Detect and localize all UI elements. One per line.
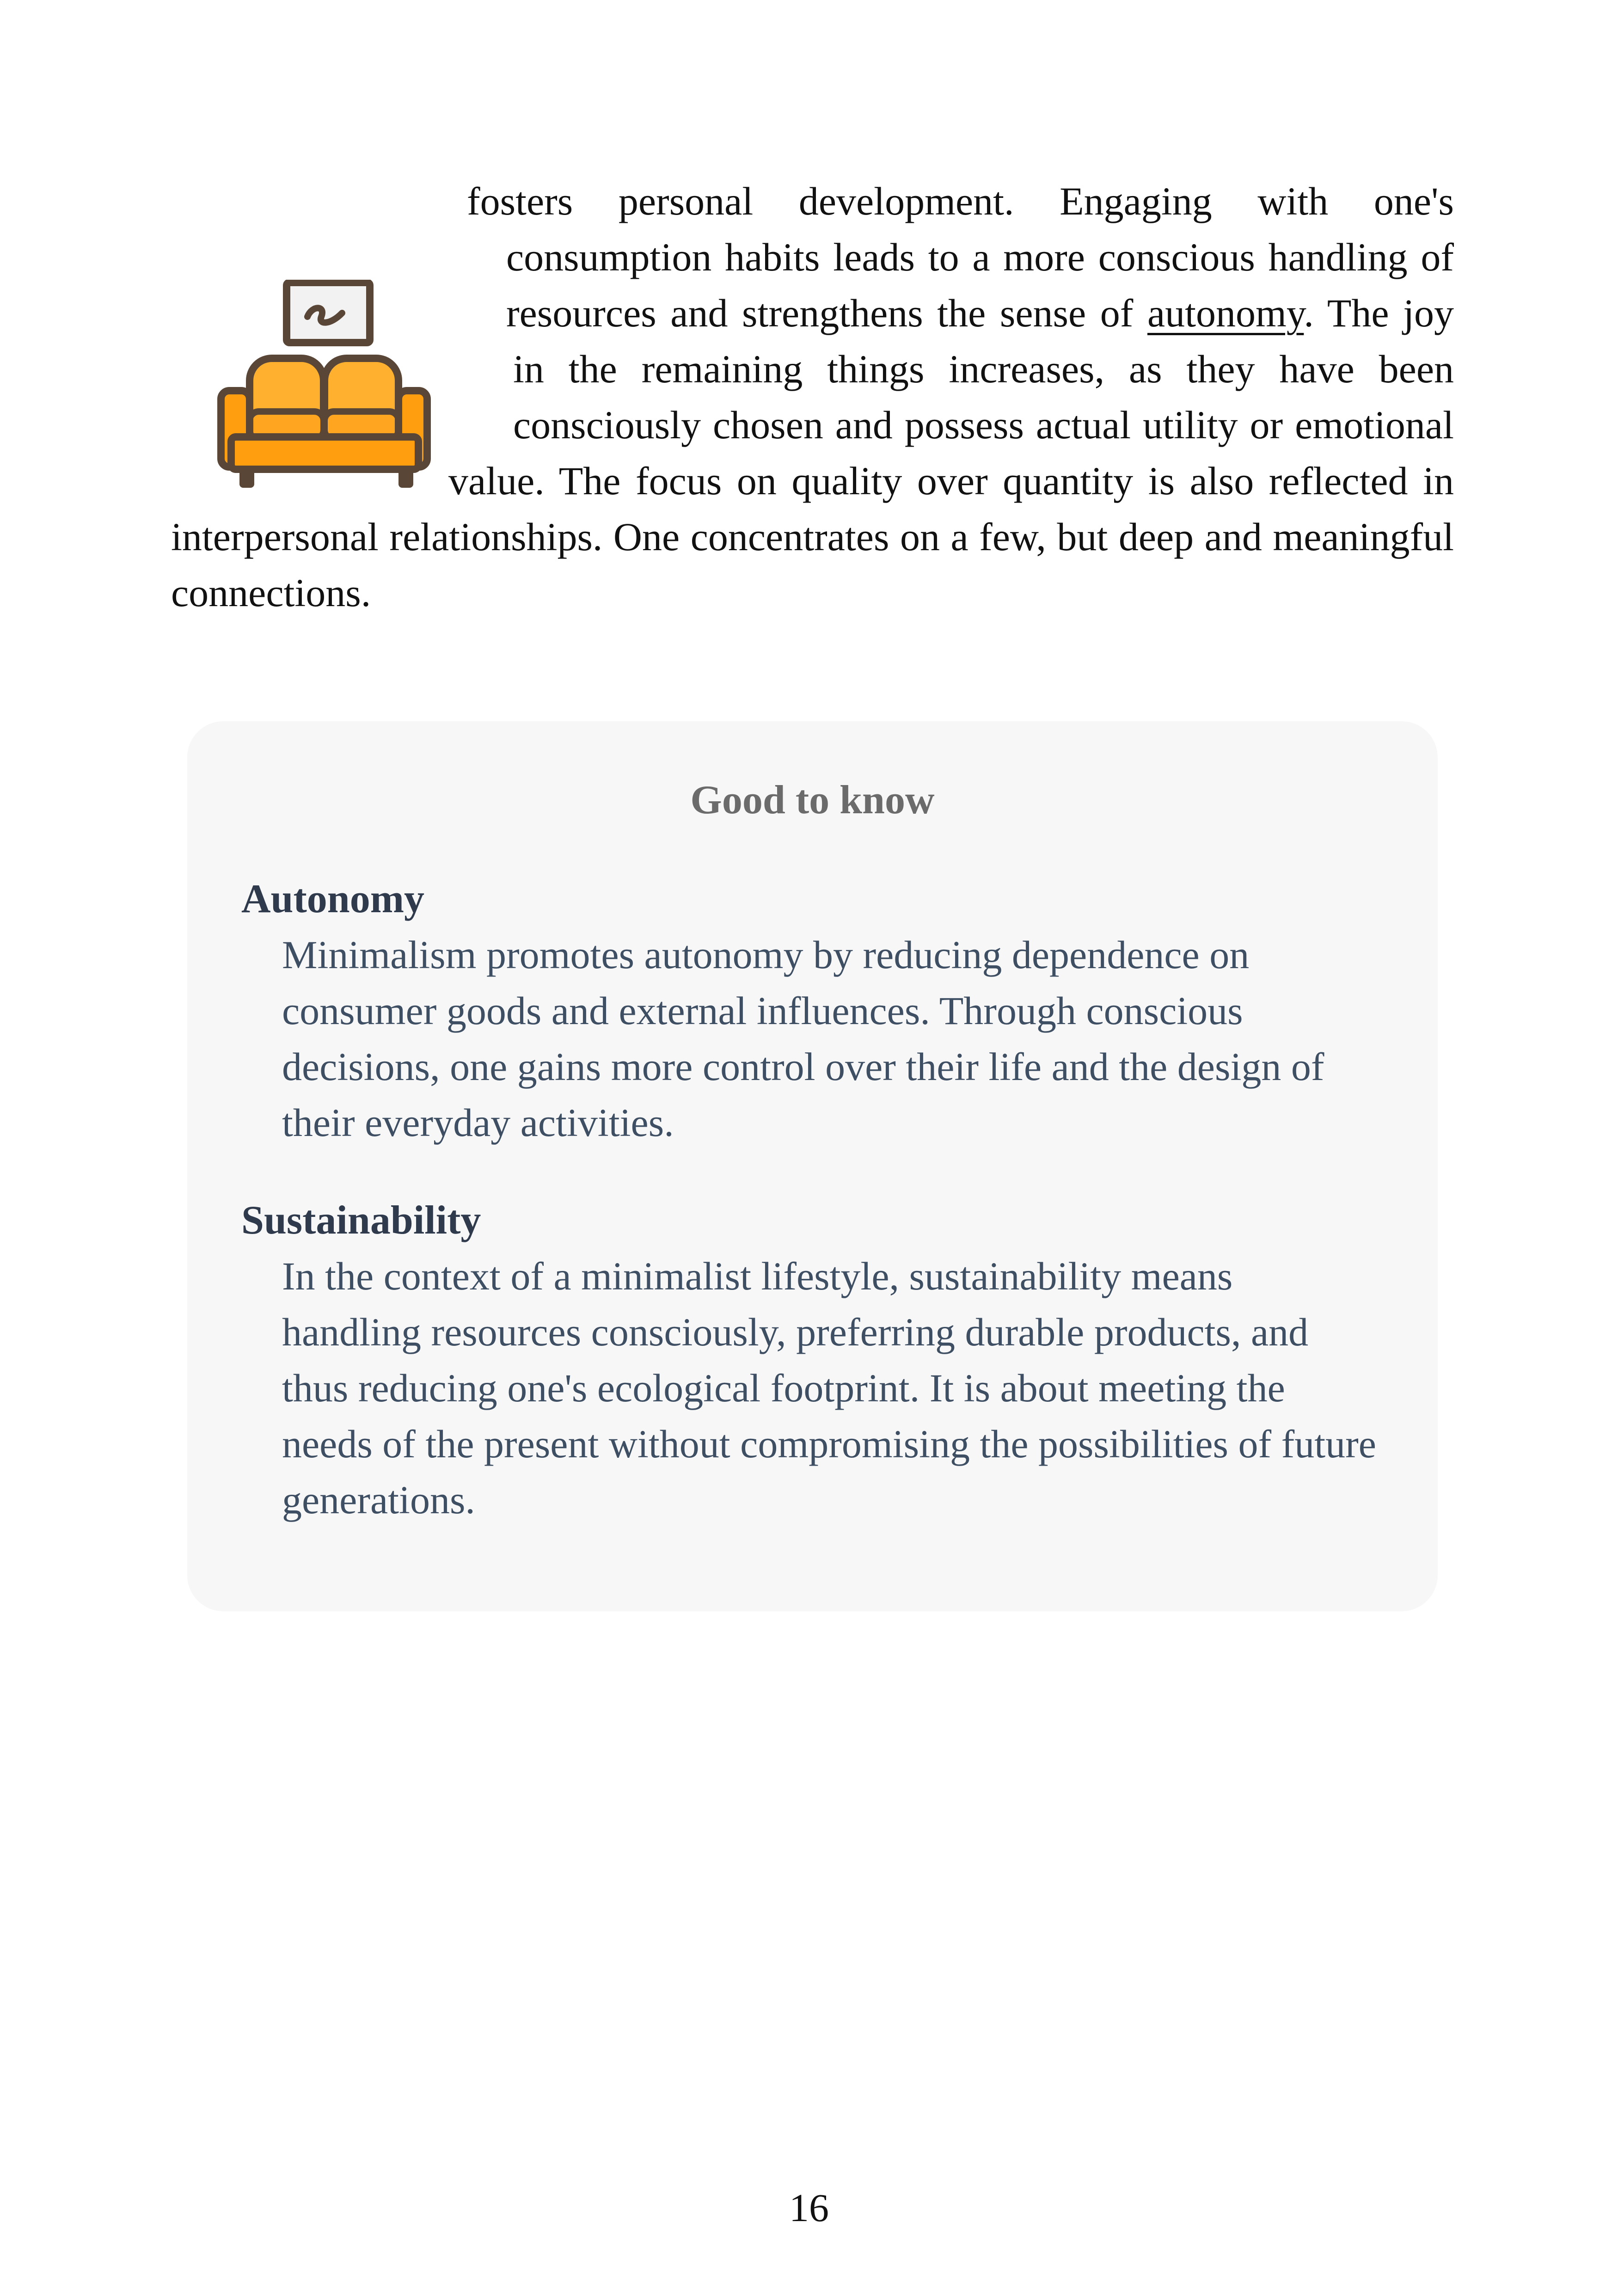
glossary-entry-sustainability bbox=[241, 1193, 1379, 1528]
info-box-heading: Good to know bbox=[690, 778, 935, 823]
body-text-end: . The joy in the remaining things increases, as they have been consciously chosen and possess actual utility or emotional value. The focus on quality over quantity is also reflected in interpersonal relationships. One concentrates on a few, but deep and meaningful connections. bbox=[171, 291, 1454, 615]
glossary-entry-autonomy bbox=[241, 872, 1379, 1151]
autonomy-link[interactable]: autonomy bbox=[1147, 291, 1304, 335]
glossary-definition: In the context of a minimalist lifestyle, sustainability means handling resources consciously, preferring durable products, and thus reducing one's ecological footprint. It is about meeting the needs of the present without compromising the possibilities of future generations. bbox=[282, 1254, 1376, 1522]
glossary-term: Autonomy bbox=[241, 877, 425, 921]
good-to-know-box bbox=[187, 721, 1438, 1611]
glossary-term: Sustainability bbox=[241, 1198, 481, 1243]
body-text-start: fosters personal development. Engaging with one's consumption habits leads to a more conscious handling of resources and strengthens the sense of bbox=[467, 179, 1454, 335]
page-number: 16 bbox=[789, 2185, 829, 2230]
glossary-definition: Minimalism promotes autonomy by reducing dependence on consumer goods and external influences. Through conscious decisions, one gains more control over their life and the design of their everyday activities. bbox=[282, 933, 1324, 1145]
body-paragraph bbox=[171, 173, 1454, 621]
